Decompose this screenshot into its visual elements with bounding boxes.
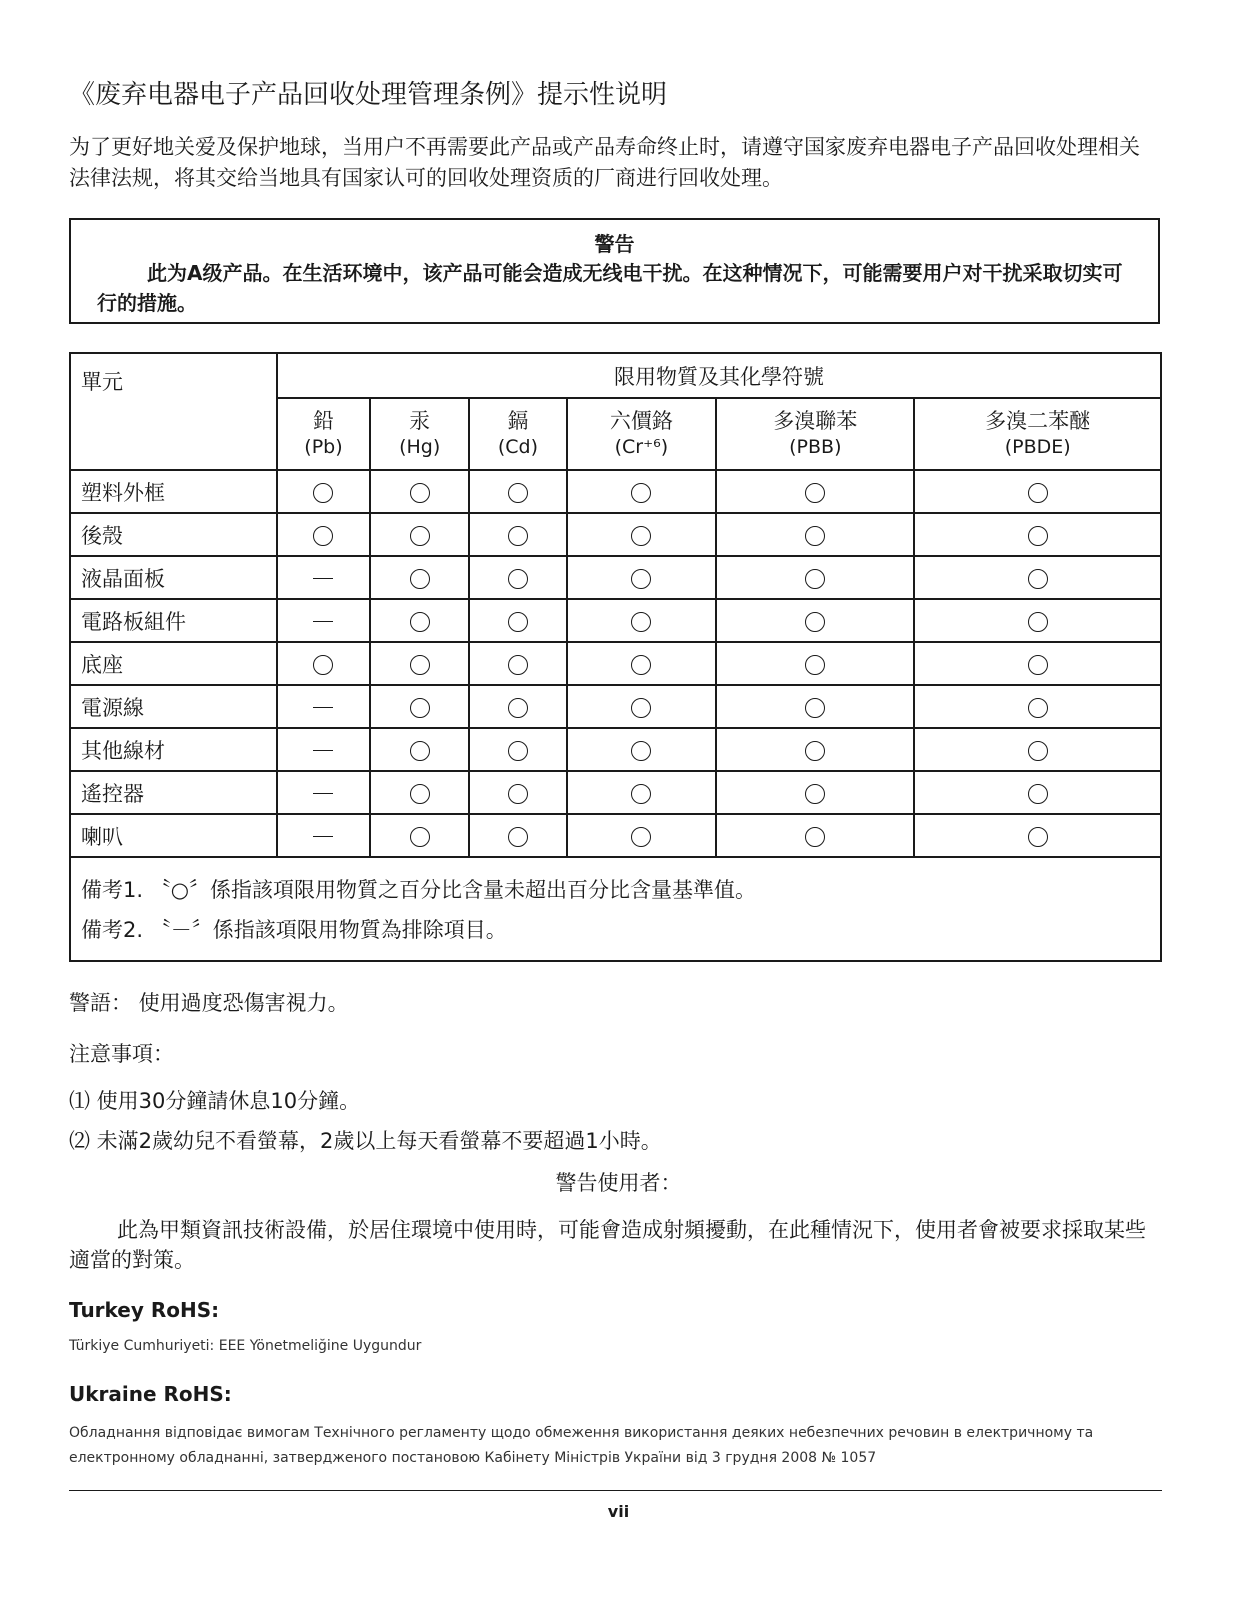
warning-box-body: 此为A级产品。在生活环境中，该产品可能会造成无线电干扰。在这种情况下，可能需要用户对干扰采取切实可行的措施。 <box>97 261 1123 315</box>
mark-cell <box>716 556 914 599</box>
mark-cell <box>277 771 370 814</box>
mark-cell <box>277 728 370 771</box>
unit-name: 遙控器 <box>70 771 277 814</box>
substance-header <box>716 398 914 470</box>
user-warning-body: 此為甲類資訊技術設備，於居住環境中使用時，可能會造成射頻擾動，在此種情況下，使用者會被要求採取某些適當的對策。 <box>69 1218 1146 1272</box>
dash-mark-icon <box>313 836 333 837</box>
notice-item-1: ⑴ 使用30分鐘請休息10分鐘。 <box>69 1089 361 1113</box>
notice-item-2: ⑵ 未滿2歲幼兒不看螢幕，2歲以上每天看螢幕不要超過1小時。 <box>69 1129 662 1153</box>
circle-mark-icon <box>805 741 825 761</box>
substance-symbol: (Pb) <box>304 436 343 458</box>
circle-mark-icon <box>1028 827 1048 847</box>
circle-mark-icon <box>508 827 528 847</box>
page-number: vii <box>607 1502 630 1521</box>
circle-mark-icon <box>410 698 430 718</box>
circle-mark-icon <box>1028 526 1048 546</box>
mark-cell <box>277 685 370 728</box>
mark-cell <box>469 513 566 556</box>
mark-cell <box>567 771 717 814</box>
circle-mark-icon <box>508 612 528 632</box>
mark-cell <box>716 728 914 771</box>
dash-mark-icon <box>313 578 333 579</box>
ukraine-rohs-text: Обладнання відповідає вимогам Технічного регламенту щодо обмеження використання деяких небезпечних речовин в електричному та електронному обладнанні, затвердженого постановою Кабінету Міністрів України від 3 грудня 2008 № 1057 <box>69 1425 1094 1466</box>
circle-mark-icon <box>1028 784 1048 804</box>
mark-cell <box>370 642 469 685</box>
mark-cell <box>716 599 914 642</box>
mark-cell <box>469 728 566 771</box>
table-row <box>70 771 1161 814</box>
mark-cell <box>567 814 717 857</box>
mark-cell <box>914 470 1161 513</box>
mark-cell <box>716 814 914 857</box>
circle-mark-icon <box>631 483 651 503</box>
circle-mark-icon <box>410 784 430 804</box>
circle-mark-icon <box>631 526 651 546</box>
table-row <box>70 513 1161 556</box>
circle-mark-icon <box>631 784 651 804</box>
mark-cell <box>567 642 717 685</box>
circle-mark-icon <box>508 569 528 589</box>
mark-cell <box>370 470 469 513</box>
mark-cell <box>567 556 717 599</box>
circle-mark-icon <box>1028 741 1048 761</box>
mark-cell <box>567 685 717 728</box>
unit-name: 塑料外框 <box>70 470 277 513</box>
circle-mark-icon <box>805 526 825 546</box>
substance-symbol: (Hg) <box>399 436 441 458</box>
substance-name: 多溴聯苯 <box>773 409 858 433</box>
mark-cell <box>277 513 370 556</box>
circle-mark-icon <box>631 612 651 632</box>
ukraine-rohs-heading: Ukraine RoHS: <box>69 1382 232 1406</box>
mark-cell <box>370 599 469 642</box>
circle-mark-icon <box>805 483 825 503</box>
unit-name: 喇叭 <box>70 814 277 857</box>
mark-cell <box>277 599 370 642</box>
mark-cell <box>567 470 717 513</box>
mark-cell <box>914 556 1161 599</box>
substance-header <box>914 398 1161 470</box>
mark-cell <box>469 771 566 814</box>
restricted-substances-table <box>69 352 1162 962</box>
user-warning-title: 警告使用者： <box>555 1171 682 1195</box>
turkey-rohs-heading: Turkey RoHS: <box>69 1298 220 1322</box>
circle-mark-icon <box>805 612 825 632</box>
mark-cell <box>567 728 717 771</box>
mark-cell <box>370 814 469 857</box>
dash-mark-icon <box>313 707 333 708</box>
circle-mark-icon <box>631 741 651 761</box>
unit-name: 液晶面板 <box>70 556 277 599</box>
page-title: 《废弃电器电子产品回收处理管理条例》提示性说明 <box>69 80 668 110</box>
mark-cell <box>469 642 566 685</box>
mark-cell <box>469 599 566 642</box>
substance-header <box>567 398 717 470</box>
circle-mark-icon <box>410 612 430 632</box>
table-row <box>70 814 1161 857</box>
warning-phrase: 警語： 使用過度恐傷害視力。 <box>69 991 349 1015</box>
circle-mark-icon <box>508 526 528 546</box>
circle-mark-icon <box>805 784 825 804</box>
circle-mark-icon <box>1028 612 1048 632</box>
dash-mark-icon <box>313 793 333 794</box>
circle-mark-icon <box>508 698 528 718</box>
substance-symbol: (Cd) <box>497 436 539 458</box>
mark-cell <box>914 771 1161 814</box>
substance-symbol: (PBB) <box>789 436 842 458</box>
circle-mark-icon <box>631 655 651 675</box>
table-row <box>70 685 1161 728</box>
mark-cell <box>277 556 370 599</box>
table-row <box>70 556 1161 599</box>
substance-name: 六價鉻 <box>609 409 673 433</box>
mark-cell <box>716 771 914 814</box>
mark-cell <box>914 513 1161 556</box>
mark-cell <box>914 728 1161 771</box>
unit-name: 電源線 <box>70 685 277 728</box>
mark-cell <box>370 771 469 814</box>
mark-cell <box>469 814 566 857</box>
mark-cell <box>277 470 370 513</box>
mark-cell <box>469 470 566 513</box>
circle-mark-icon <box>508 655 528 675</box>
table-row <box>70 470 1161 513</box>
mark-cell <box>277 814 370 857</box>
mark-cell <box>716 642 914 685</box>
table-note2: 備考2. 〝－〞係指該項限用物質為排除項目。 <box>81 918 507 942</box>
circle-mark-icon <box>313 526 333 546</box>
table-row <box>70 599 1161 642</box>
warning-box-title: 警告 <box>594 232 635 256</box>
circle-mark-icon <box>508 784 528 804</box>
mark-cell <box>567 513 717 556</box>
circle-mark-icon <box>631 698 651 718</box>
mark-cell <box>469 556 566 599</box>
mark-cell <box>370 513 469 556</box>
substance-symbol: (Cr⁺⁶) <box>614 436 669 458</box>
substance-name: 汞 <box>409 409 431 433</box>
circle-mark-icon <box>410 569 430 589</box>
table-row <box>70 642 1161 685</box>
substance-header <box>277 398 370 470</box>
substances-group-header: 限用物質及其化學符號 <box>277 353 1161 398</box>
mark-cell <box>277 642 370 685</box>
circle-mark-icon <box>313 655 333 675</box>
circle-mark-icon <box>410 741 430 761</box>
circle-mark-icon <box>631 569 651 589</box>
mark-cell <box>914 814 1161 857</box>
circle-mark-icon <box>805 655 825 675</box>
circle-mark-icon <box>313 483 333 503</box>
circle-mark-icon <box>1028 655 1048 675</box>
circle-mark-icon <box>410 483 430 503</box>
mark-cell <box>370 556 469 599</box>
class-a-warning-box <box>69 218 1160 324</box>
substance-header <box>469 398 566 470</box>
mark-cell <box>716 685 914 728</box>
intro-paragraph: 为了更好地关爱及保护地球，当用户不再需要此产品或产品寿命终止时，请遵守国家废弃电器电子产品回收处理相关法律法规，将其交给当地具有国家认可的回收处理资质的厂商进行回收处理。 <box>69 135 1140 190</box>
circle-mark-icon <box>410 827 430 847</box>
circle-mark-icon <box>1028 483 1048 503</box>
circle-mark-icon <box>410 526 430 546</box>
mark-cell <box>914 599 1161 642</box>
table-row <box>70 728 1161 771</box>
dash-mark-icon <box>313 750 333 751</box>
mark-cell <box>914 685 1161 728</box>
turkey-rohs-text: Türkiye Cumhuriyeti: EEE Yönetmeliğine Uygundur <box>69 1338 422 1354</box>
unit-header: 單元 <box>70 353 277 470</box>
footer-divider <box>69 1490 1162 1491</box>
substance-name: 鉛 <box>312 409 334 433</box>
unit-name: 電路板組件 <box>70 599 277 642</box>
unit-name: 底座 <box>70 642 277 685</box>
substance-name: 鎘 <box>507 409 529 433</box>
substance-name: 多溴二苯醚 <box>985 409 1091 433</box>
dash-mark-icon <box>313 621 333 622</box>
circle-mark-icon <box>410 655 430 675</box>
mark-cell <box>567 599 717 642</box>
circle-mark-icon <box>805 569 825 589</box>
mark-cell <box>469 685 566 728</box>
mark-cell <box>370 685 469 728</box>
circle-mark-icon <box>631 827 651 847</box>
substance-header <box>370 398 469 470</box>
circle-mark-icon <box>805 698 825 718</box>
unit-name: 後殼 <box>70 513 277 556</box>
circle-mark-icon <box>805 827 825 847</box>
table-note1: 備考1. 〝○〞係指該項限用物質之百分比含量未超出百分比含量基準值。 <box>81 878 757 902</box>
notice-title: 注意事項： <box>69 1042 174 1066</box>
mark-cell <box>370 728 469 771</box>
mark-cell <box>716 513 914 556</box>
circle-mark-icon <box>508 741 528 761</box>
circle-mark-icon <box>508 483 528 503</box>
mark-cell <box>716 470 914 513</box>
unit-name: 其他線材 <box>70 728 277 771</box>
table-notes <box>70 857 1161 961</box>
mark-cell <box>914 642 1161 685</box>
circle-mark-icon <box>1028 698 1048 718</box>
circle-mark-icon <box>1028 569 1048 589</box>
substance-symbol: (PBDE) <box>1004 436 1071 458</box>
